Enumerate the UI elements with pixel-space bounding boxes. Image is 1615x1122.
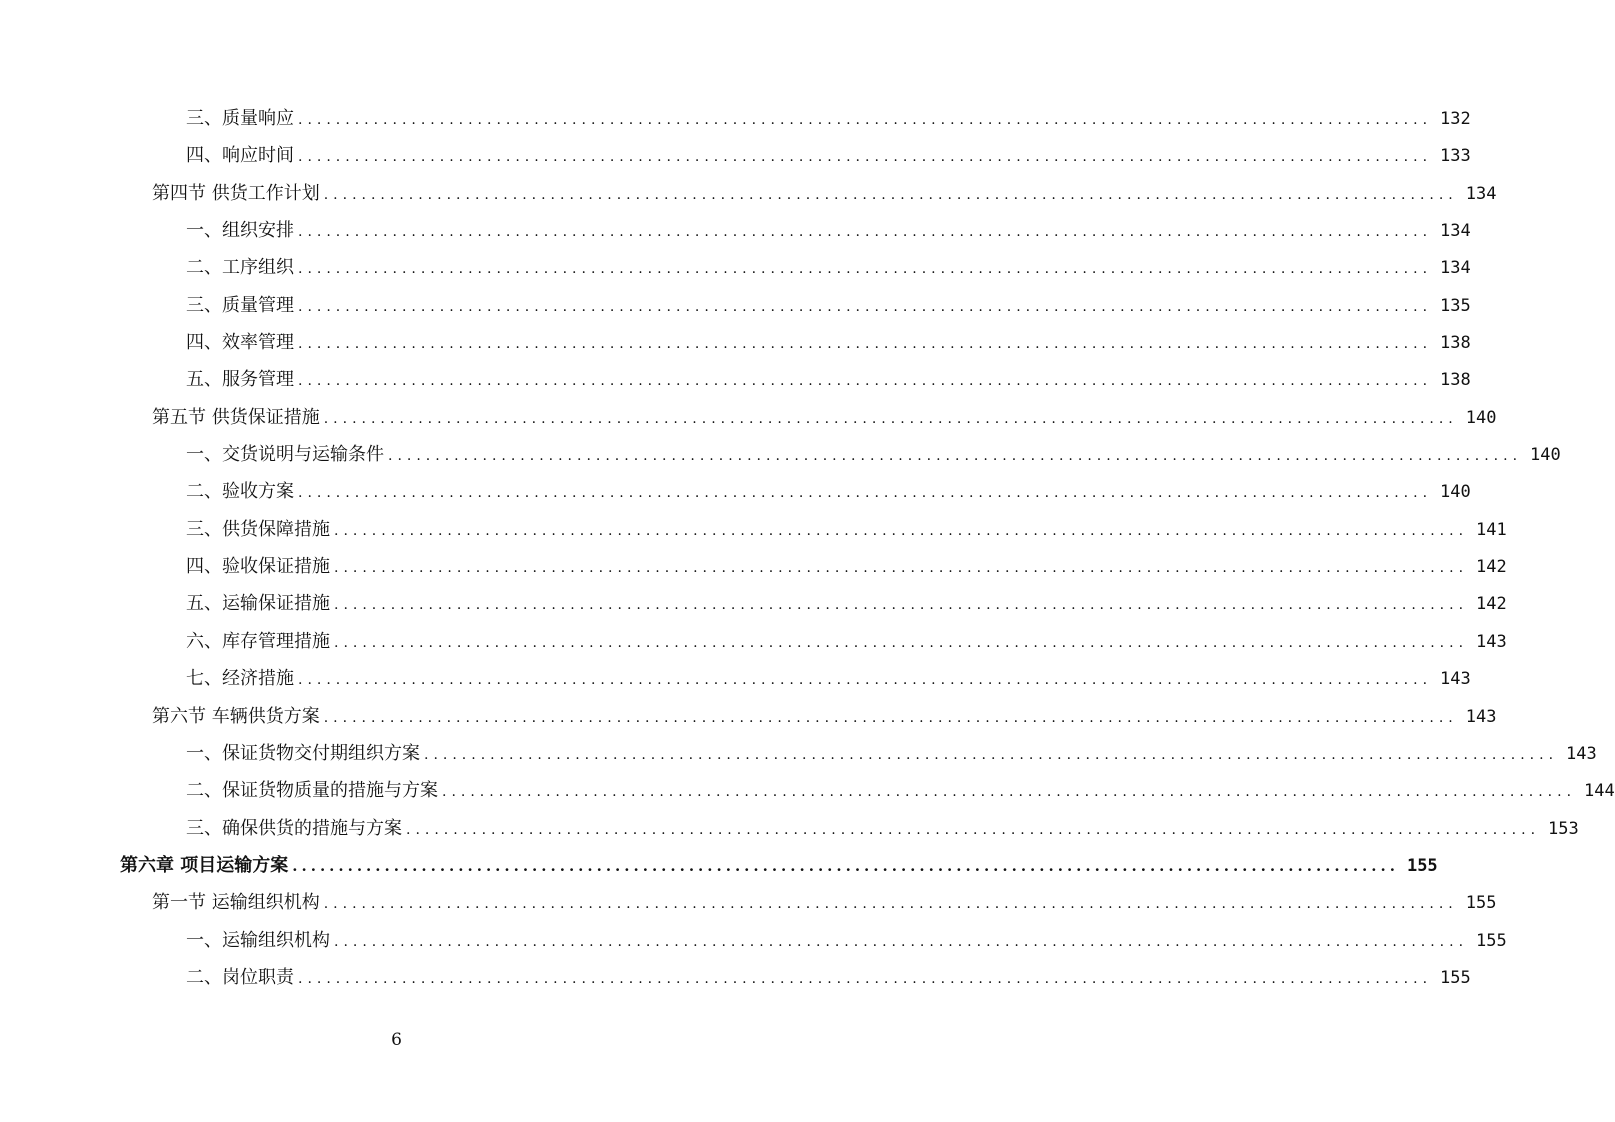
toc-entry-page: 140	[1465, 407, 1497, 428]
toc-entry[interactable]	[0, 922, 1507, 959]
toc-entry-page: 155	[1406, 855, 1438, 876]
toc-entry-title: 一、保证货物交付期组织方案	[186, 742, 420, 764]
toc-entry[interactable]	[0, 698, 1497, 735]
toc-dot-leader: ........................................................................................................................	[298, 224, 1433, 241]
toc-entry[interactable]	[0, 100, 1471, 137]
toc-dot-leader: ........................................................................................................................	[334, 597, 1469, 614]
table-of-contents	[0, 100, 1615, 996]
toc-entry-page: 134	[1440, 221, 1471, 242]
toc-entry[interactable]	[0, 735, 1597, 772]
toc-entry-page: 133	[1440, 146, 1471, 167]
toc-entry-title: 一、组织安排	[186, 220, 294, 242]
toc-entry-title: 第一节 运输组织机构	[152, 892, 320, 914]
toc-entry-title: 四、验收保证措施	[186, 556, 330, 578]
toc-entry[interactable]	[0, 847, 1438, 884]
toc-entry-title: 三、质量管理	[186, 294, 294, 316]
toc-entry[interactable]	[0, 772, 1615, 809]
toc-dot-leader: ........................................................................................................................	[298, 373, 1433, 390]
toc-entry[interactable]	[0, 959, 1471, 996]
toc-entry-page: 138	[1440, 333, 1471, 354]
toc-entry-title: 第四节 供货工作计划	[152, 182, 320, 204]
toc-entry[interactable]	[0, 473, 1471, 510]
toc-entry-title: 五、运输保证措施	[186, 593, 330, 615]
toc-entry[interactable]	[0, 287, 1471, 324]
toc-entry[interactable]	[0, 623, 1507, 660]
toc-entry[interactable]	[0, 175, 1497, 212]
toc-entry-title: 一、交货说明与运输条件	[186, 444, 384, 466]
toc-dot-leader: ........................................................................................................................	[292, 856, 1399, 875]
toc-dot-leader: ........................................................................................................................	[406, 821, 1541, 838]
toc-entry-page: 155	[1465, 893, 1497, 914]
toc-dot-leader: ........................................................................................................................	[323, 186, 1458, 203]
toc-dot-leader: ........................................................................................................................	[323, 410, 1458, 427]
toc-entry-page: 138	[1440, 370, 1471, 391]
toc-entry-page: 155	[1476, 930, 1507, 951]
toc-dot-leader: ........................................................................................................................	[323, 896, 1458, 913]
toc-entry[interactable]	[0, 324, 1471, 361]
toc-entry-page: 140	[1530, 445, 1561, 466]
toc-entry-page: 135	[1440, 295, 1471, 316]
toc-entry-title: 二、保证货物质量的措施与方案	[186, 780, 438, 802]
toc-entry[interactable]	[0, 212, 1471, 249]
toc-entry[interactable]	[0, 399, 1497, 436]
toc-dot-leader: ........................................................................................................................	[323, 709, 1458, 726]
toc-entry-title: 七、经济措施	[186, 668, 294, 690]
toc-entry-title: 第五节 供货保证措施	[152, 406, 320, 428]
toc-entry[interactable]	[0, 436, 1561, 473]
toc-entry-page: 140	[1440, 482, 1471, 503]
toc-dot-leader: ........................................................................................................................	[298, 261, 1433, 278]
toc-entry-page: 143	[1465, 706, 1497, 727]
toc-entry-title: 六、库存管理措施	[186, 630, 330, 652]
toc-entry[interactable]	[0, 660, 1471, 697]
toc-dot-leader: ........................................................................................................................	[334, 933, 1469, 950]
toc-entry-title: 二、工序组织	[186, 257, 294, 279]
toc-entry-page: 142	[1476, 594, 1507, 615]
toc-entry-title: 三、质量响应	[186, 108, 294, 129]
toc-entry-page: 134	[1465, 183, 1497, 204]
toc-entry-page: 143	[1476, 631, 1507, 652]
toc-dot-leader: ........................................................................................................................	[334, 560, 1469, 577]
toc-entry-page: 143	[1440, 669, 1471, 690]
toc-entry[interactable]	[0, 137, 1471, 174]
toc-dot-leader: ........................................................................................................................	[388, 448, 1523, 465]
toc-entry[interactable]	[0, 548, 1507, 585]
toc-entry-title: 第六节 车辆供货方案	[152, 705, 320, 727]
toc-entry-page: 143	[1566, 743, 1597, 764]
toc-dot-leader: ........................................................................................................................	[298, 298, 1433, 315]
toc-entry[interactable]	[0, 884, 1497, 921]
toc-entry-page: 134	[1440, 258, 1471, 279]
toc-entry-title: 一、运输组织机构	[186, 929, 330, 951]
toc-dot-leader: ........................................................................................................................	[334, 522, 1469, 539]
toc-dot-leader: ........................................................................................................................	[334, 634, 1469, 651]
toc-entry[interactable]	[0, 810, 1579, 847]
toc-dot-leader: ........................................................................................................................	[298, 336, 1433, 353]
page-number: 6	[391, 1030, 402, 1050]
toc-entry-page: 144	[1584, 781, 1615, 802]
toc-entry-page: 153	[1548, 818, 1579, 839]
toc-entry-title: 四、响应时间	[186, 145, 294, 167]
toc-entry-page: 132	[1440, 109, 1471, 129]
toc-entry[interactable]	[0, 511, 1507, 548]
toc-entry-page: 155	[1440, 967, 1471, 988]
toc-dot-leader: ........................................................................................................................	[298, 970, 1433, 987]
toc-entry-title: 三、确保供货的措施与方案	[186, 817, 402, 839]
toc-dot-leader: ........................................................................................................................	[424, 746, 1559, 763]
toc-dot-leader: ........................................................................................................................	[298, 672, 1433, 689]
toc-entry[interactable]	[0, 585, 1507, 622]
toc-entry-page: 142	[1476, 557, 1507, 578]
toc-entry-title: 第六章 项目运输方案	[120, 854, 289, 876]
toc-dot-leader: ........................................................................................................................	[298, 112, 1433, 128]
toc-entry-title: 五、服务管理	[186, 369, 294, 391]
toc-dot-leader: ........................................................................................................................	[298, 149, 1433, 166]
toc-entry-title: 二、验收方案	[186, 481, 294, 503]
toc-dot-leader: ........................................................................................................................	[298, 485, 1433, 502]
toc-entry[interactable]	[0, 249, 1471, 286]
toc-entry-title: 四、效率管理	[186, 332, 294, 354]
toc-dot-leader: ........................................................................................................................	[442, 784, 1577, 801]
toc-entry-title: 二、岗位职责	[186, 966, 294, 988]
toc-entry-title: 三、供货保障措施	[186, 518, 330, 540]
toc-entry-page: 141	[1476, 519, 1507, 540]
toc-entry[interactable]	[0, 361, 1471, 398]
